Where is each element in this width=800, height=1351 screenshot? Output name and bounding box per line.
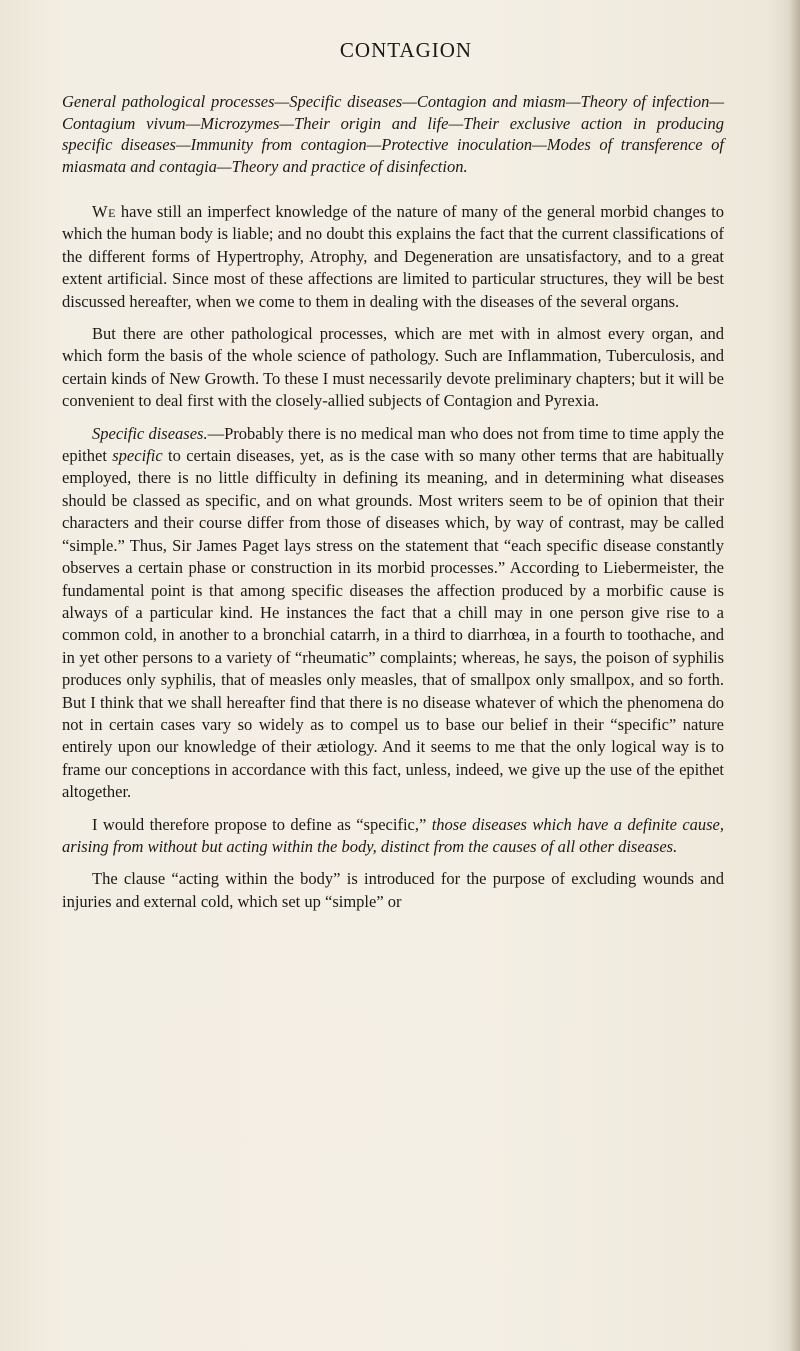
- paragraph-5-text: The clause “acting within the body” is introduced for the purpose of excluding wounds and injuries and external cold, which set up “simple” or: [62, 869, 724, 911]
- paragraph-4-text-a: I would therefore propose to define as “specific,”: [92, 814, 432, 834]
- running-head: CONTAGION: [339, 38, 473, 62]
- paragraph-2: [62, 323, 724, 413]
- paragraph-4-definition: those diseases which have a definite cause, arising from without but acting within the body, distinct from the causes of all other diseases.: [62, 814, 725, 856]
- paragraph-3-italic-word: specific: [112, 446, 163, 466]
- paragraph-specific-diseases: [62, 423, 724, 804]
- paragraph-1-lead: We: [92, 202, 116, 221]
- paragraph-5: [62, 868, 724, 913]
- paragraph-3-text-a: —Probably there is no medical man who does not from time to time apply the epithet: [62, 423, 725, 466]
- chapter-synopsis: General pathological processes—Specific diseases—Contagion and miasm—Theory of infection—Contagium vivum—Microzymes—Their origin and life—Their exclusive action in producing specific diseases—Immunity from contagion—Protective inoculation—Modes of transference of miasmata and contagia—Theory and practice of disinfection.: [62, 92, 724, 176]
- paragraph-2-text: But there are other pathological processes, which are met with in almost every organ, and which form the basis of the whole science of pathology. Such are Inflammation, Tuberculosis, and certain kinds of New Growth. To these I must necessarily devote preliminary chapters; but it will be convenient to deal first with the closely-allied subjects of Contagion and Pyrexia.: [62, 324, 724, 411]
- paragraph-3-text-b: to certain diseases, yet, as is the case with so many other terms that are habitually employed, there is no little difficulty in defining its meaning, and in determining what diseases should be classed as specific, and on what grounds. Most writers seem to be of opinion that their characters and their course differ from those of diseases which, by way of contrast, may be called “simple.” Thus, Sir James Paget lays stress on the statement that “each specific disease constantly observes a certain phase or construction in its morbid processes.” According to Liebermeister, the fundamental point is that among specific diseases the affection produced by a morbific cause is always of a particular kind. He instances the fact that a chill may in one person give rise to a common cold, in another to a bronchial catarrh, in a third to diarrhœa, in a fourth to toothache, and in yet other persons to a variety of “rheumatic” complaints; whereas, he says, the poison of syphilis produces only syphilis, that of measles only measles, that of smallpox only smallpox, and so forth. But I think that we shall hereafter find that there is no disease whatever of which the phenomena do not in certain cases vary so widely as to compel us to base our belief in their “specific” nature entirely upon our knowledge of their ætiology. And it seems to me that the only logical way is to frame our conceptions in accordance with this fact, unless, indeed, we give up the use of the epithet altogether.: [62, 446, 724, 802]
- paragraph-definition: [62, 814, 724, 859]
- paragraph-1: [62, 201, 724, 313]
- page-content: [62, 38, 724, 913]
- page-edge: [790, 0, 800, 1351]
- side-heading-specific-diseases: Specific diseases.: [92, 423, 208, 443]
- paragraph-1-text: have still an imperfect knowledge of the nature of many of the general morbid changes to which the human body is liable; and no doubt this explains the fact that the current classifications of the different forms of Hypertrophy, Atrophy, and Degeneration are unsatisfactory, and to a great extent artificial. Since most of these affections are limited to particular structures, they will be best discussed hereafter, when we come to them in dealing with the diseases of the several organs.: [62, 202, 724, 311]
